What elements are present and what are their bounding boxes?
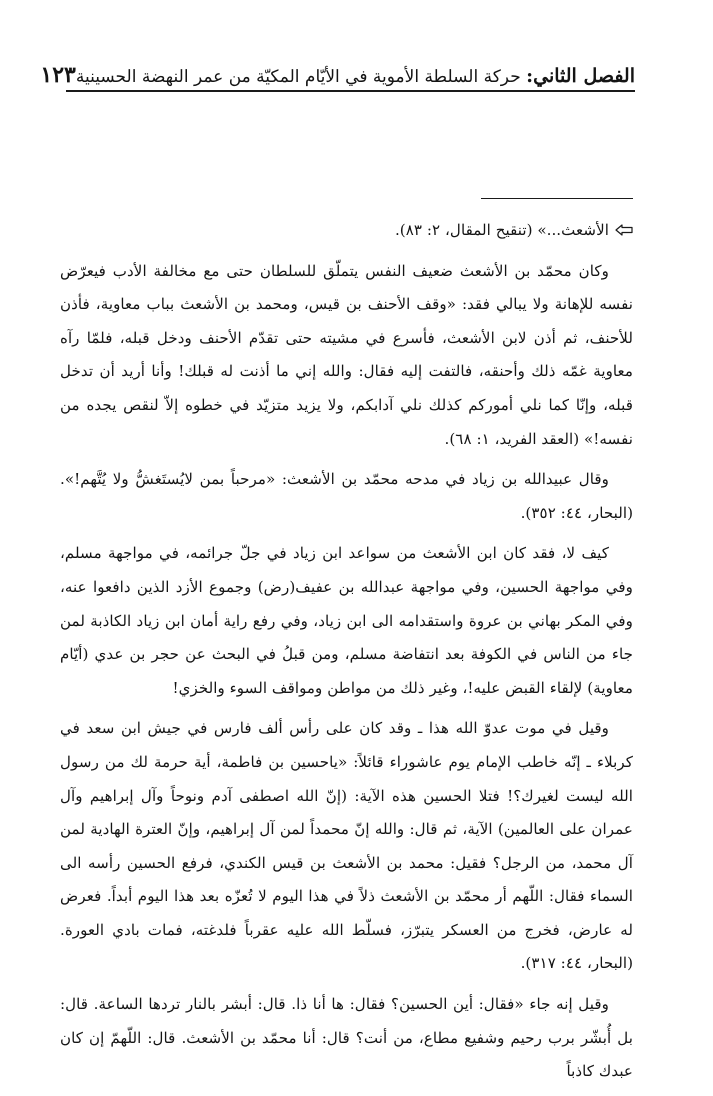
- chapter-subtitle: حركة السلطة الأموية في الأيّام المكيّة من عمر النهضة الحسينية: [75, 67, 527, 87]
- footnote-continuation: [60, 214, 633, 248]
- page-number: ١٢٣: [40, 62, 76, 88]
- note-paragraph: كيف لا، فقد كان ابن الأشعث من سواعد ابن زياد في جلّ جرائمه، في مواجهة مسلم، وفي مواجهة الحسين، وفي مواجهة عبدالله بن عفيف(رض) وجموع الأزد الذين دافعوا عنه، وفي المكر بهاني بن عروة واستقدامه الى ابن زياد، وفي رفع راية أمان ابن زياد الكاذبة لمن جاء من الناس في الكوفة بعد انتفاضة مسلم، ومن قبلُ في البحث عن حجر بن عدي (أيّام معاوية) لإلقاء القبض عليه!، وغير ذلك من مواطن ومواقف السوء والخزي!: [60, 544, 633, 697]
- note-paragraph: وكان محمّد بن الأشعث ضعيف النفس يتملّق للسلطان حتى مع مخالفة الأدب فيعرّض نفسه للإهانة ولا يبالي فقد: «وقف الأحنف بن قيس، ومحمد بن الأشعث بباب معاوية، فأذن للأحنف، ثم أذن لابن الأشعث، فأسرع في مشيته حتى تقدّم الأحنف ودخل قبله، فلمّا رآه معاوية غمّه ذلك وأحنقه، فالتفت إليه فقال: والله إني ما أذنت له قبلك! وأنا أريد أن تدخل قبله، وإنّا كما نلي أموركم كذلك نلي آدابكم، ولا يزيد متزيّد في خطوه إلاّ لنقص يجده من نفسه!» (العقد الفريد، ١: ٦٨).: [60, 261, 633, 448]
- chapter-label: الفصل الثاني:: [526, 65, 635, 87]
- footnote-separator: [481, 198, 633, 199]
- continuation-text: الأشعث...» (تنقيح المقال، ٢: ٨٣).: [394, 221, 609, 239]
- footnotes: [60, 214, 633, 1096]
- note-paragraph: وقال عبيدالله بن زياد في مدحه محمّد بن الأشعث: «مرحباً بمن لايُستَغشُّ ولا يُتَّهم!». (البحار، ٤٤: ٣٥٢).: [60, 470, 633, 522]
- note-paragraph: وقيل إنه جاء «فقال: أين الحسين؟ فقال: ها أنا ذا. قال: أبشر بالنار تردها الساعة. قال: بل أُبشّر برب رحيم وشفيع مطاع، من أنت؟ قال: أنا محمّد بن الأشعث. قال: اللّهمّ إن كان عبدك كاذباً: [60, 995, 633, 1081]
- continuation-arrow-icon: [615, 224, 633, 236]
- chapter-title: [76, 65, 635, 90]
- running-header: [40, 56, 635, 92]
- note-paragraph: وقيل في موت عدوّ الله هذا ـ وقد كان على رأس ألف فارس في جيش ابن سعد في كربلاء ـ إنّه خاطب الإمام يوم عاشوراء قائلاً: «ياحسين بن فاطمة، أية حرمة لك من رسول الله ليست لغيرك؟! فتلا الحسين هذه الآية: (إنّ الله اصطفى آدم ونوحاً وآل إبراهيم وآل عمران على العالمين) الآية، ثم قال: والله إنّ محمداً لمن آل إبراهيم، وإنّ العترة الهادية لمن آل محمد، من الرجل؟ فقيل: محمد بن الأشعث بن قيس الكندي، فرفع الحسين رأسه الى السماء فقال: اللّهم أر محمّد بن الأشعث ذلاً في هذا اليوم لا تُعزّه بعد هذا اليوم أبداً. فعرض له عارض، فخرج من العسكر يتبرّز، فسلّط الله عليه عقرباً فلدغته، فمات بادي العورة. (البحار، ٤٤: ٣١٧).: [60, 719, 633, 973]
